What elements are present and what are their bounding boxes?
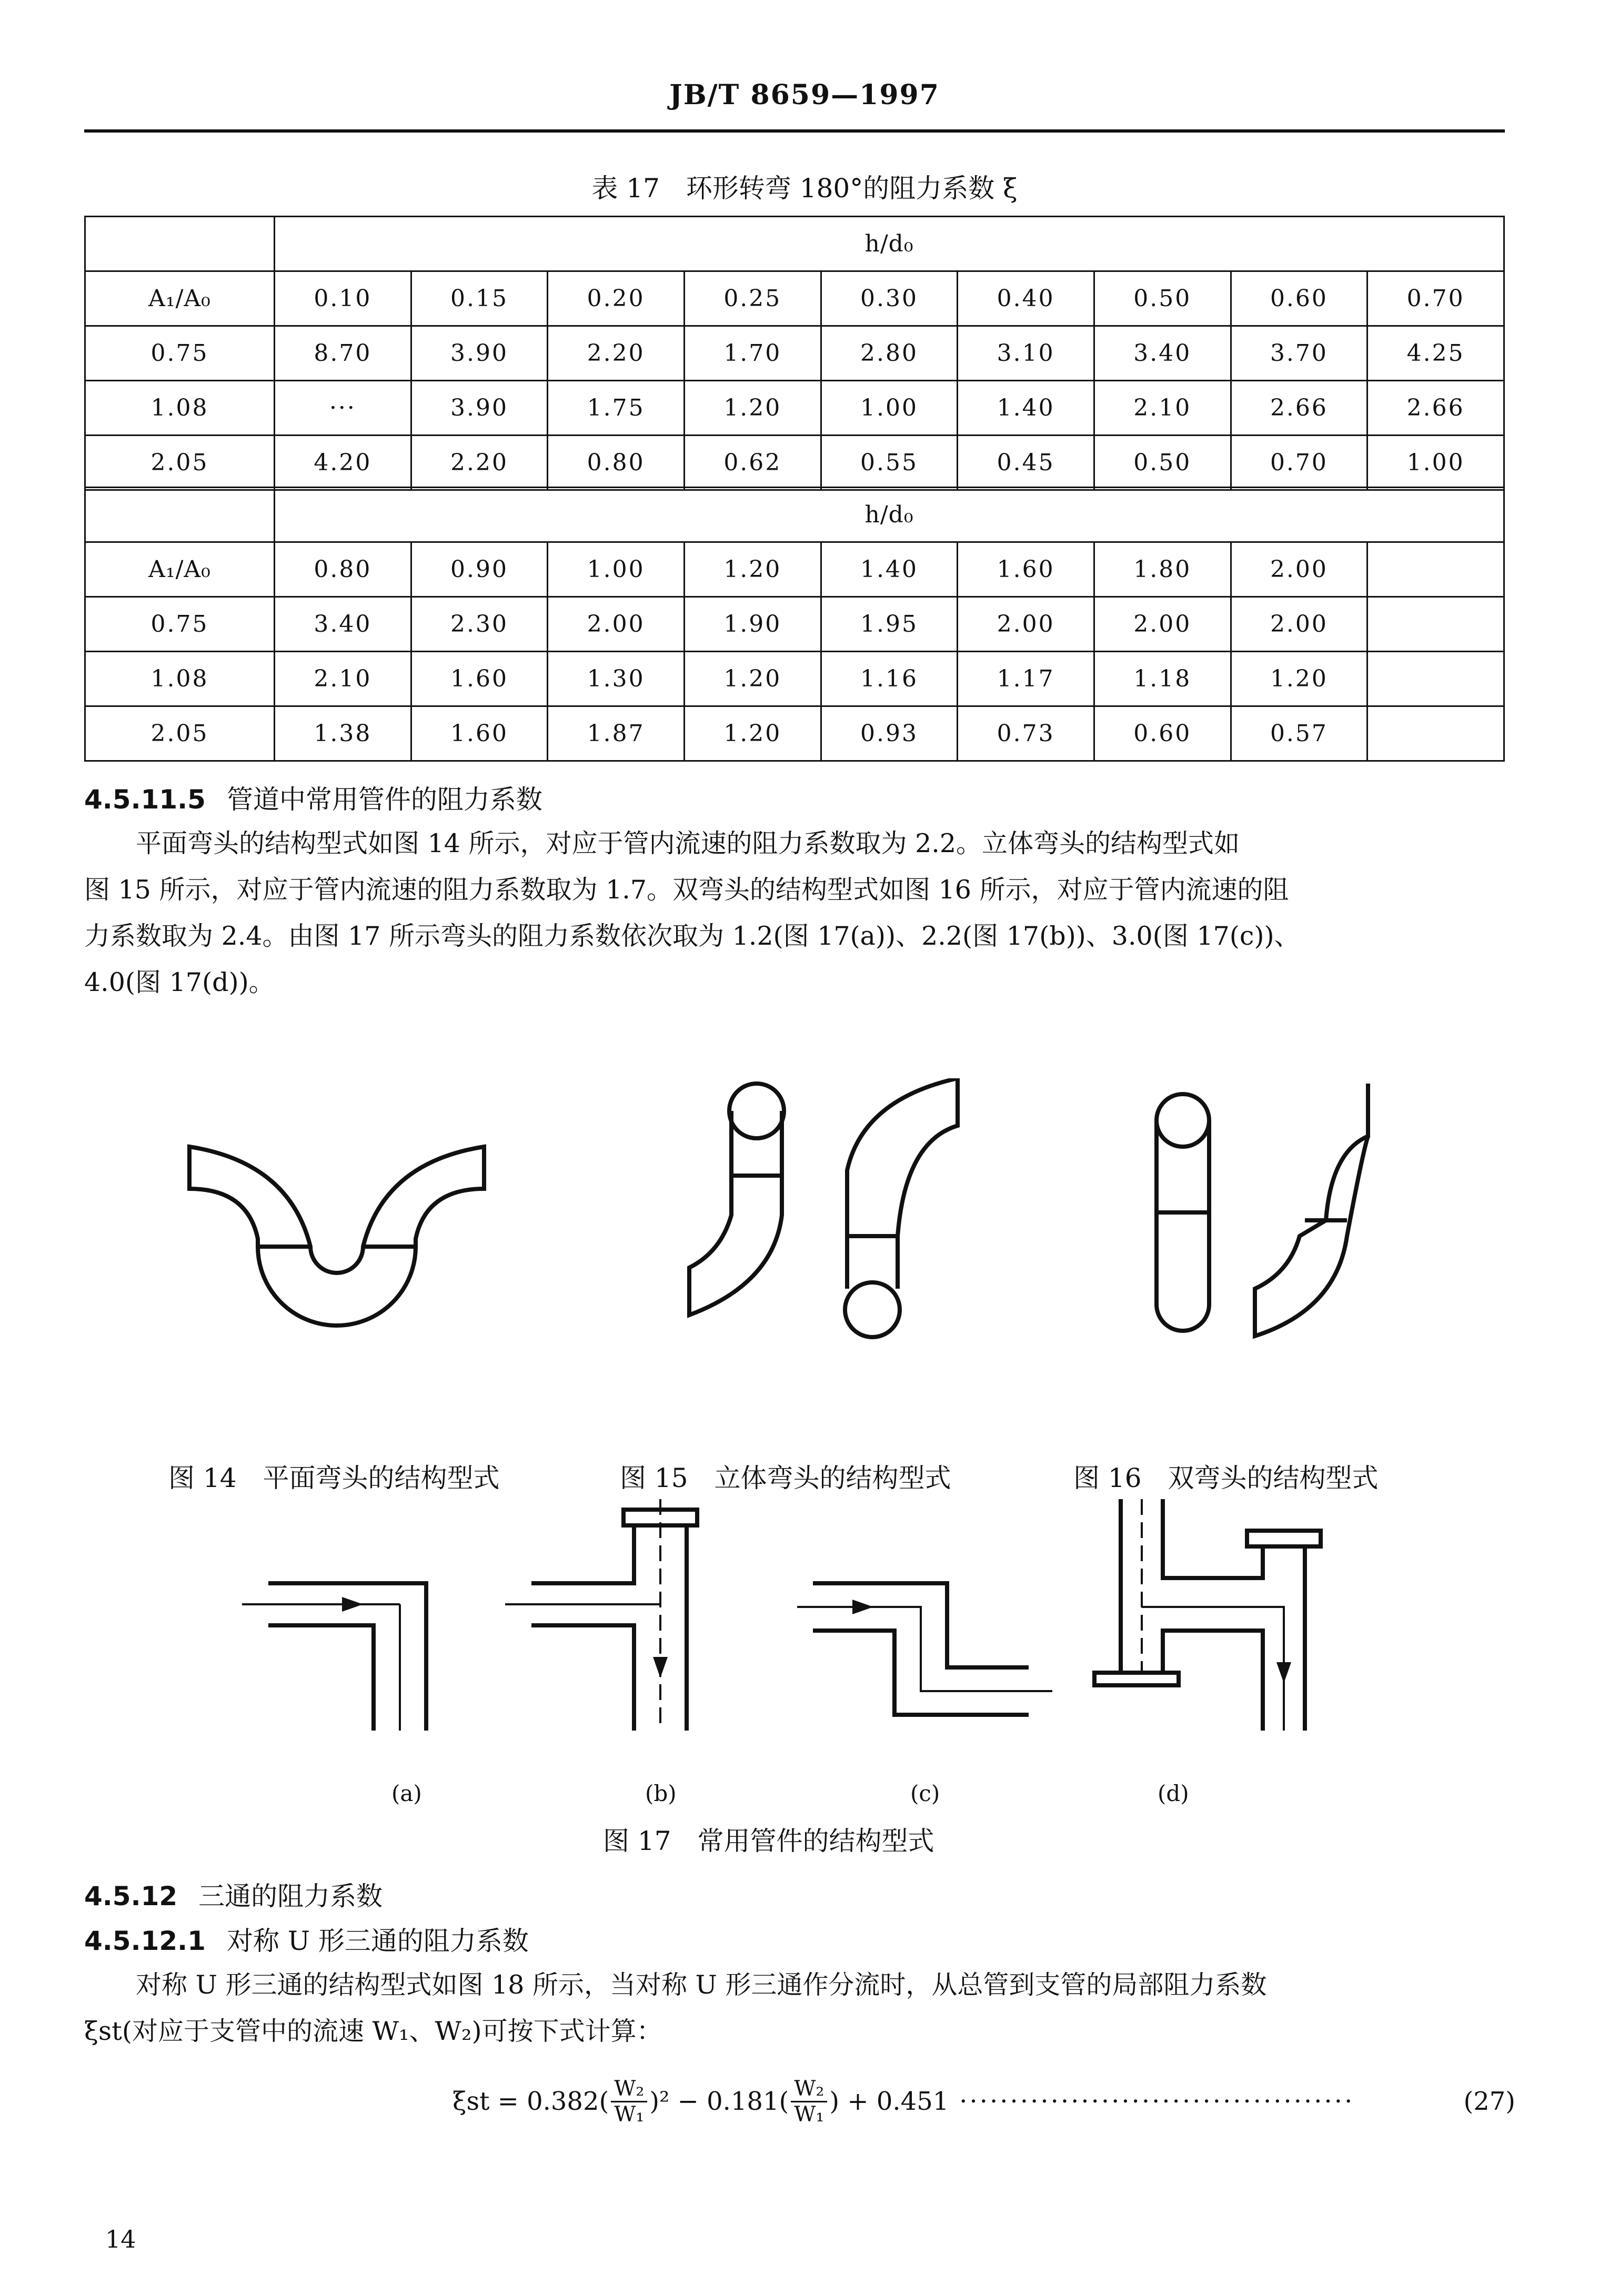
row-label: 0.75 <box>85 326 275 381</box>
figures-14-16 <box>0 1078 1609 1447</box>
table-cell: 1.75 <box>548 381 685 436</box>
row-label: 1.08 <box>85 381 275 436</box>
table-cell: 2.66 <box>1231 381 1367 436</box>
table-cell: 1.70 <box>684 326 821 381</box>
col-header: 0.10 <box>275 271 411 326</box>
table-cell: 2.00 <box>1094 597 1231 652</box>
formula-mid: )² − 0.181( <box>649 2087 789 2116</box>
table-cell: 4.25 <box>1367 326 1504 381</box>
table-cell: 2.66 <box>1367 381 1504 436</box>
row-header: A₁/A₀ <box>85 271 275 326</box>
fraction-denominator: W₁ <box>794 2102 824 2127</box>
section-title: 对称 U 形三通的阻力系数 <box>226 1926 529 1956</box>
paragraph-line: 平面弯头的结构型式如图 14 所示，对应于管内流速的阻力系数取为 2.2。立体弯头的结构型式如 <box>84 828 1240 858</box>
table-17-part-1 <box>84 216 1505 491</box>
table-cell: 1.20 <box>1231 652 1367 706</box>
fraction-numerator: W₂ <box>791 2077 827 2102</box>
paragraph-line: 对称 U 形三通的结构型式如图 18 所示，当对称 U 形三通作分流时，从总管到支管的局部阻力系数 <box>84 1970 1267 2000</box>
arrow-icon <box>653 1657 668 1678</box>
section-title: 三通的阻力系数 <box>198 1881 383 1911</box>
table-cell: 1.40 <box>958 381 1094 436</box>
table-cell: 0.73 <box>958 706 1094 761</box>
col-header: 0.70 <box>1367 271 1504 326</box>
fraction-w2-w1 <box>791 2077 827 2127</box>
col-header: 0.80 <box>275 542 411 597</box>
table-cell: 1.30 <box>548 652 685 706</box>
fig17c-drawing <box>797 1583 1052 1715</box>
table-cell: 2.00 <box>548 597 685 652</box>
col-header: 0.50 <box>1094 271 1231 326</box>
dot-leader: ······································· <box>959 2087 1355 2116</box>
table-cell: 1.60 <box>411 706 548 761</box>
table-17-caption: 表 17 环形转弯 180°的阻力系数 ξ <box>591 173 1018 204</box>
section-4-5-11-5-body <box>84 821 1515 1006</box>
fig17-caption: 图 17 常用管件的结构型式 <box>603 1826 934 1856</box>
table-row <box>85 217 1504 271</box>
table-17-part-2 <box>84 487 1505 762</box>
col-header: 1.00 <box>548 542 685 597</box>
table-row <box>85 652 1504 706</box>
fig17-sublabel-b: (b) <box>645 1781 677 1806</box>
standard-code: JB/T 8659—1997 <box>669 79 940 111</box>
table-cell: 1.38 <box>275 706 411 761</box>
param-header: h/d₀ <box>275 217 1504 271</box>
table-cell: 3.90 <box>411 326 548 381</box>
section-number: 4.5.11.5 <box>84 784 206 815</box>
arrow-icon <box>852 1600 873 1614</box>
fig17d-drawing <box>1094 1499 1321 1731</box>
col-header: 0.40 <box>958 271 1094 326</box>
page-number: 14 <box>105 2225 136 2253</box>
table-cell: 3.40 <box>1094 326 1231 381</box>
formula-rhs: ) + 0.451 <box>829 2087 949 2116</box>
fig16-caption: 图 16 双弯头的结构型式 <box>1073 1463 1379 1493</box>
param-header: h/d₀ <box>275 488 1504 542</box>
table-cell: 0.55 <box>821 436 958 490</box>
formula-lhs: ξst = 0.382( <box>452 2087 609 2116</box>
fig15-drawing <box>689 1078 958 1337</box>
row-label: 2.05 <box>85 436 275 490</box>
table-cell: 2.10 <box>275 652 411 706</box>
table-cell: 1.95 <box>821 597 958 652</box>
table-row <box>85 326 1504 381</box>
col-header: 0.25 <box>684 271 821 326</box>
paragraph-line: 力系数取为 2.4。由图 17 所示弯头的阻力系数依次取为 1.2(图 17(a))、2.2(图 17(b))、3.0(图 17(c))、 <box>84 921 1300 951</box>
table-cell: 2.00 <box>958 597 1094 652</box>
fig16-drawing <box>1157 1084 1368 1336</box>
table-cell: 3.10 <box>958 326 1094 381</box>
section-4-5-12-1-body <box>84 1962 1515 2055</box>
table-cell: 3.70 <box>1231 326 1367 381</box>
table-cell: 8.70 <box>275 326 411 381</box>
table-cell: 1.17 <box>958 652 1094 706</box>
col-header: 1.60 <box>958 542 1094 597</box>
formula-27 <box>452 2062 1515 2141</box>
table-cell: 2.10 <box>1094 381 1231 436</box>
table-cell: ··· <box>275 381 411 436</box>
row-label: 0.75 <box>85 597 275 652</box>
table-cell: 4.20 <box>275 436 411 490</box>
table-cell: 1.20 <box>684 706 821 761</box>
table-cell: 2.30 <box>411 597 548 652</box>
section-4-5-12-1-heading <box>84 1920 529 1958</box>
fig15-caption: 图 15 立体弯头的结构型式 <box>620 1463 951 1493</box>
fig17-sublabel-a: (a) <box>391 1781 422 1806</box>
table-cell: 1.87 <box>548 706 685 761</box>
table-cell: 2.80 <box>821 326 958 381</box>
table-cell: 2.20 <box>411 436 548 490</box>
table-cell: 2.20 <box>548 326 685 381</box>
fig17-sublabel-c: (c) <box>910 1781 940 1806</box>
row-label: 2.05 <box>85 706 275 761</box>
col-header: 1.40 <box>821 542 958 597</box>
section-number: 4.5.12 <box>84 1881 178 1911</box>
section-4-5-12-heading <box>84 1875 383 1913</box>
table-cell: 0.70 <box>1231 436 1367 490</box>
col-header: 1.80 <box>1094 542 1231 597</box>
table-cell: 0.50 <box>1094 436 1231 490</box>
table-cell <box>1367 706 1504 761</box>
table-cell: 1.16 <box>821 652 958 706</box>
equation-number: (27) <box>1463 2087 1515 2116</box>
table-cell <box>1367 597 1504 652</box>
section-number: 4.5.12.1 <box>84 1926 206 1956</box>
row-label: 1.08 <box>85 652 275 706</box>
table-cell: 0.93 <box>821 706 958 761</box>
table-cell: 3.40 <box>275 597 411 652</box>
table-row <box>85 488 1504 542</box>
table-row <box>85 706 1504 761</box>
table-cell: 0.60 <box>1094 706 1231 761</box>
table-cell: 0.45 <box>958 436 1094 490</box>
col-header: 1.20 <box>684 542 821 597</box>
fig17b-drawing <box>505 1499 697 1731</box>
table-cell: 0.57 <box>1231 706 1367 761</box>
table-cell: 3.90 <box>411 381 548 436</box>
arrow-icon <box>1276 1662 1291 1683</box>
col-header: 2.00 <box>1231 542 1367 597</box>
table-cell: 2.00 <box>1231 597 1367 652</box>
fraction-denominator: W₁ <box>614 2102 645 2127</box>
table-cell: 1.18 <box>1094 652 1231 706</box>
fig17-sublabel-d: (d) <box>1158 1781 1189 1806</box>
table-cell: 1.20 <box>684 652 821 706</box>
table-cell: 1.20 <box>684 381 821 436</box>
table-cell <box>1367 652 1504 706</box>
col-header: 0.90 <box>411 542 548 597</box>
fig14-caption: 图 14 平面弯头的结构型式 <box>168 1463 500 1493</box>
table-cell: 0.62 <box>684 436 821 490</box>
arrow-icon <box>342 1597 363 1612</box>
col-header: 0.20 <box>548 271 685 326</box>
table-cell: 1.00 <box>1367 436 1504 490</box>
col-header <box>1367 542 1504 597</box>
table-cell: 1.60 <box>411 652 548 706</box>
fig14-drawing <box>189 1147 484 1326</box>
table-row <box>85 271 1504 326</box>
row-header: A₁/A₀ <box>85 542 275 597</box>
table-cell <box>85 217 275 271</box>
col-header: 0.60 <box>1231 271 1367 326</box>
table-cell <box>85 488 275 542</box>
col-header: 0.30 <box>821 271 958 326</box>
section-title: 管道中常用管件的阻力系数 <box>226 784 542 815</box>
fraction-w2-w1 <box>611 2077 647 2127</box>
table-cell: 1.00 <box>821 381 958 436</box>
table-row <box>85 542 1504 597</box>
paragraph-line: 4.0(图 17(d))。 <box>84 967 275 997</box>
paragraph-line: ξst(对应于支管中的流速 W₁、W₂)可按下式计算： <box>84 2016 662 2046</box>
table-row <box>85 436 1504 490</box>
fig17a-drawing <box>242 1583 426 1731</box>
table-row <box>85 597 1504 652</box>
table-cell: 0.80 <box>548 436 685 490</box>
table-cell: 1.90 <box>684 597 821 652</box>
header-rule <box>84 129 1505 133</box>
figure-17-drawings <box>0 1499 1609 1741</box>
fraction-numerator: W₂ <box>611 2077 647 2102</box>
section-4-5-11-5-heading <box>84 778 542 816</box>
col-header: 0.15 <box>411 271 548 326</box>
table-row <box>85 381 1504 436</box>
paragraph-line: 图 15 所示，对应于管内流速的阻力系数取为 1.7。双弯头的结构型式如图 16 所示，对应于管内流速的阻 <box>84 875 1289 905</box>
